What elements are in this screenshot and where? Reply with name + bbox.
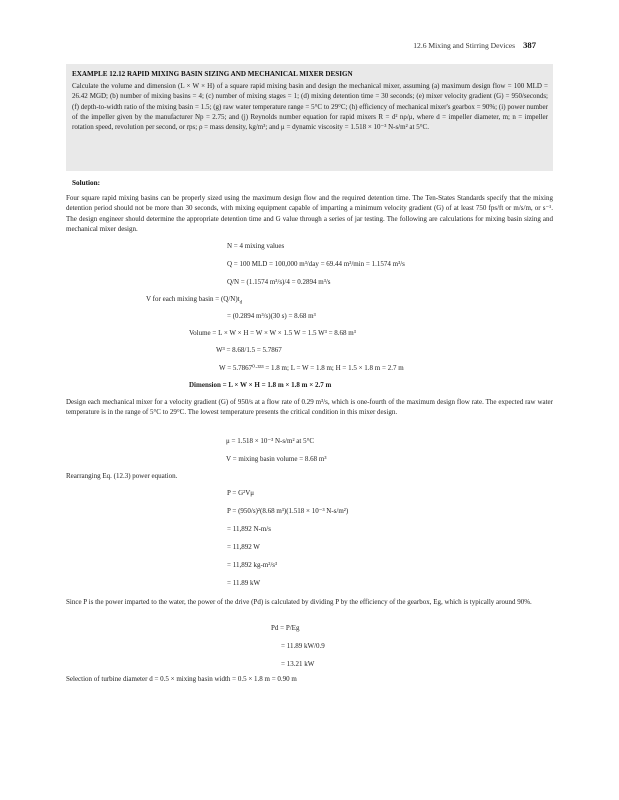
equation-w-cubed: W³ = 8.68/1.5 = 5.7867 — [216, 346, 282, 354]
equation-p-kw: = 11.89 kW — [227, 579, 261, 587]
equation-w: W = 5.7867⁰·³³³ = 1.8 m; L = W = 1.8 m; H = 1.5 × 1.8 m = 2.7 m — [219, 364, 404, 372]
example-title: EXAMPLE 12.12 RAPID MIXING BASIN SIZING AND MECHANICAL MIXER DESIGN — [72, 70, 353, 78]
solution-heading: Solution: — [72, 179, 100, 187]
equation-v-value: = (0.2894 m³/s)(30 s) = 8.68 m³ — [227, 312, 316, 320]
equation-v-label — [146, 295, 242, 305]
equation-pd-result: = 13.21 kW — [281, 660, 315, 668]
equation-p-nms: = 11,892 N-m/s — [227, 525, 271, 533]
section-title: 12.6 Mixing and Stirring Devices — [413, 41, 516, 50]
equation-volume: Volume = L × W × H = W × W × 1.5 W = 1.5 W³ = 8.68 m³ — [189, 329, 356, 337]
page-number: 387 — [523, 40, 536, 50]
equation-v-text: V for each mixing basin = (Q/N)t — [146, 295, 240, 303]
equation-p-kg: = 11,892 kg-m²/s³ — [227, 561, 278, 569]
equation-q-per-n: Q/N = (1.1574 m³/s)/4 = 0.2894 m³/s — [227, 278, 331, 286]
example-statement: Calculate the volume and dimension (L × W × H) of a square rapid mixing basin and design the mechanical mixer, assuming (a) maximum design flow = 100 MLD = 26.42 MGD; (b) number of mixing basins = 4; (c) number of mixing stages = 1; (d) mixing detention time = 30 seconds; (e) mixer velocity gradient (G) = 950/seconds; (f) depth-to-width ratio of the mixing basin = 1.5; (g) raw water temperature range = 5°C to 29°C; (h) efficiency of mechanical mixer's gearbox = 90%; (i) power number of the impeller given by the manufacturer Np = 2.75; and (j) Reynolds number equation for rapid mixers R = d² nρ/μ, where d = impeller diameter, m; n = impeller rotation speed, revolution per second, or rps; ρ = mass density, kg/m³; and μ = dynamic viscosity = 1.518 × 10⁻³ N-s/m² at 5°C. — [72, 82, 548, 132]
equation-pd: Pd = P/Eg — [271, 624, 300, 632]
running-header — [413, 40, 536, 50]
equation-p-w: = 11,892 W — [227, 543, 260, 551]
equation-dimension: Dimension = L × W × H = 1.8 m × 1.8 m × 2.7 m — [189, 381, 332, 389]
equation-volume-basin: V = mixing basin volume = 8.68 m³ — [226, 455, 327, 463]
equation-p: P = G²Vμ — [227, 489, 255, 497]
solution-intro: Four square rapid mixing basins can be properly sized using the maximum design flow and the required detention time. The Ten-States Standards specify that the mixing detention period should not be more than 30 seconds, with mixing equipment capable of imparting a minimum velocity gradient (G) of at least 750 fps/ft or m/s/m, or s⁻¹. The design engineer should determine the appropriate detention time and G value through a series of jar testing. The following are calculations for mixing basin sizing and mechanical mixer design. — [66, 194, 553, 233]
turbine-selection-text: Selection of turbine diameter d = 0.5 × mixing basin width = 0.5 × 1.8 m = 0.90 m — [66, 675, 297, 683]
equation-mu: μ = 1.518 × 10⁻³ N-s/m² at 5°C — [226, 437, 315, 445]
equation-pd-division: = 11.89 kW/0.9 — [281, 642, 325, 650]
equation-n: N = 4 mixing values — [227, 242, 285, 250]
mixer-paragraph: Design each mechanical mixer for a velocity gradient (G) of 950/s at a flow rate of 0.29 m³/s, which is one-fourth of the maximum design flow rate. The expected raw water temperature is in the range of 5°C to 29°C. The lowest temperature presents the critical condition in this mixer design. — [66, 398, 553, 417]
rearranging-text: Rearranging Eq. (12.3) power equation. — [66, 472, 178, 480]
drive-power-paragraph: Since P is the power imparted to the water, the power of the drive (Pd) is calculated by dividing P by the efficiency of the gearbox, Eg, which is typically around 90%. — [66, 598, 532, 606]
equation-q: Q = 100 MLD = 100,000 m³/day = 69.44 m³/min = 1.1574 m³/s — [227, 260, 405, 268]
equation-v-subscript: d — [239, 300, 243, 306]
equation-p-values: P = (950/s)²(8.68 m³)(1.518 × 10⁻³ N-s/m²) — [227, 507, 349, 515]
